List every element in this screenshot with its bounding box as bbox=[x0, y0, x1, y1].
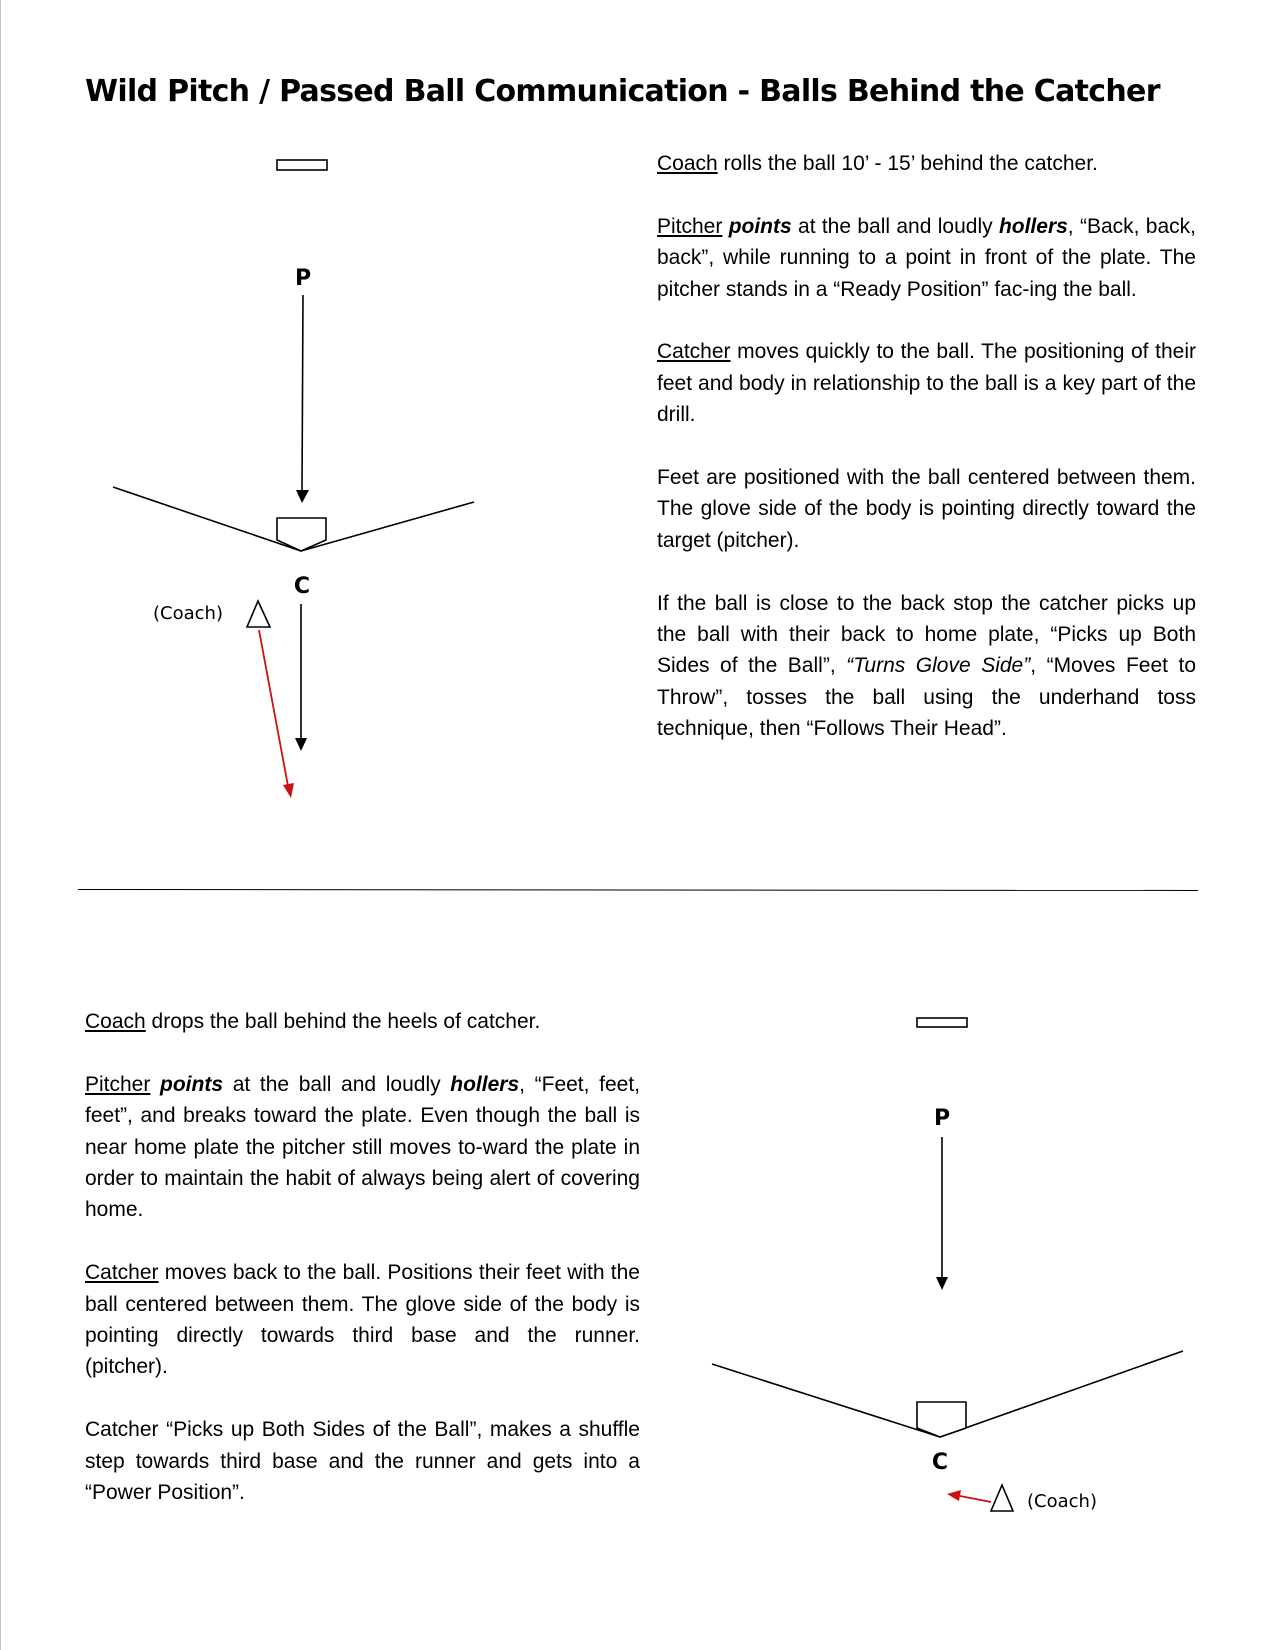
third-baseline-top bbox=[113, 487, 301, 551]
role-catcher: Catcher bbox=[85, 1261, 159, 1285]
ball-path-arrowhead-top bbox=[283, 783, 294, 798]
role-coach: Coach bbox=[85, 1010, 146, 1033]
third-baseline-bottom bbox=[712, 1364, 940, 1437]
top-coach-paragraph bbox=[657, 148, 1196, 179]
emphasis-points: points bbox=[160, 1072, 224, 1096]
home-plate-bottom bbox=[917, 1402, 966, 1437]
coach-marker-bottom bbox=[991, 1485, 1013, 1511]
paragraph-text: moves back to the ball. Positions their feet with the ball centered between them. The glove side of the body is pointing directly towards third base and the runner. (pitcher). bbox=[85, 1261, 640, 1379]
catcher-label-top: C bbox=[293, 574, 311, 599]
paragraph-text: moves quickly to the ball. The positioning of their feet and body in relationship to the ball is a key part of the drill. bbox=[657, 340, 1196, 427]
role-pitcher: Pitcher bbox=[657, 214, 723, 238]
paragraph-text bbox=[150, 1073, 160, 1096]
paragraph-text: , “Moves Feet to Throw”, tosses the ball using the underhand toss technique, then “Follows Their Head”. bbox=[657, 654, 1196, 741]
coach-marker-top bbox=[247, 601, 270, 627]
emphasis-hollers: hollers bbox=[998, 214, 1068, 238]
paragraph-text: If the ball is close to the back stop the catcher picks up the ball with their back to home plate, “Picks up Both Sides of the Ball”, bbox=[657, 591, 1196, 678]
pitchers-rubber-bottom bbox=[917, 1018, 967, 1027]
bottom-coach-paragraph bbox=[85, 1006, 640, 1037]
pitcher-arrow-top bbox=[302, 295, 303, 492]
bottom-power-position-paragraph: Catcher “Picks up Both Sides of the Ball”, makes a shuffle step towards third base and the runner and gets into a “Power Position”. bbox=[85, 1418, 640, 1505]
pitcher-label-bottom: P bbox=[933, 1106, 951, 1131]
paragraph-text: , “Back, back, back”, while running to a point in front of the plate. The pitcher stands in a “Ready Position” fac-ing the ball. bbox=[657, 214, 1196, 301]
paragraph-text: at the ball and loudly bbox=[223, 1072, 451, 1096]
emphasis-hollers: hollers bbox=[450, 1072, 520, 1096]
top-backstop-paragraph bbox=[657, 588, 1196, 745]
top-feet-paragraph: Feet are positioned with the ball centered between them. The glove side of the body is pointing directly toward the target (pitcher). bbox=[657, 466, 1196, 552]
paragraph-text: , “Feet, feet, feet”, and breaks toward the plate. Even though the ball is near home plate the pitcher still moves to-ward the plate in order to maintain the habit of always being alert of covering home. bbox=[85, 1072, 640, 1222]
role-coach: Coach bbox=[657, 152, 718, 175]
ball-path-top bbox=[259, 630, 288, 786]
role-catcher: Catcher bbox=[657, 340, 731, 364]
top-instructions bbox=[657, 148, 1196, 745]
top-catcher-paragraph bbox=[657, 336, 1196, 430]
bottom-catcher-paragraph bbox=[85, 1257, 640, 1383]
ball-path-bottom bbox=[960, 1496, 991, 1502]
bottom-instructions bbox=[85, 1006, 640, 1508]
coach-label-bottom: (Coach) bbox=[1027, 1491, 1097, 1512]
pitchers-rubber-top bbox=[277, 160, 327, 170]
paragraph-text: rolls the ball 10’ - 15’ behind the catcher. bbox=[717, 152, 1098, 175]
pitcher-label-top: P bbox=[294, 266, 312, 291]
first-baseline-bottom bbox=[940, 1351, 1183, 1437]
emphasis-turns-glove-side: “Turns Glove Side” bbox=[846, 654, 1031, 678]
top-pitcher-paragraph bbox=[657, 211, 1196, 305]
ball-path-arrowhead-bottom bbox=[947, 1490, 961, 1501]
page-title: Wild Pitch / Passed Ball Communication - Balls Behind the Catcher bbox=[85, 74, 1160, 109]
coach-label-top: (Coach) bbox=[153, 603, 223, 624]
role-pitcher: Pitcher bbox=[85, 1072, 151, 1096]
pitcher-arrowhead-bottom bbox=[936, 1277, 948, 1290]
bottom-pitcher-paragraph bbox=[85, 1069, 640, 1226]
catcher-label-bottom: C bbox=[931, 1450, 949, 1475]
first-baseline-top bbox=[301, 502, 474, 551]
page-left-edge bbox=[0, 0, 1, 1650]
emphasis-points: points bbox=[728, 214, 792, 238]
paragraph-text: drops the ball behind the heels of catcher. bbox=[145, 1010, 541, 1033]
home-plate-top bbox=[277, 518, 326, 551]
catcher-arrowhead-top bbox=[295, 738, 307, 751]
section-divider bbox=[78, 889, 1198, 891]
pitcher-arrowhead-top bbox=[296, 490, 309, 503]
paragraph-text: at the ball and loudly bbox=[791, 214, 999, 238]
